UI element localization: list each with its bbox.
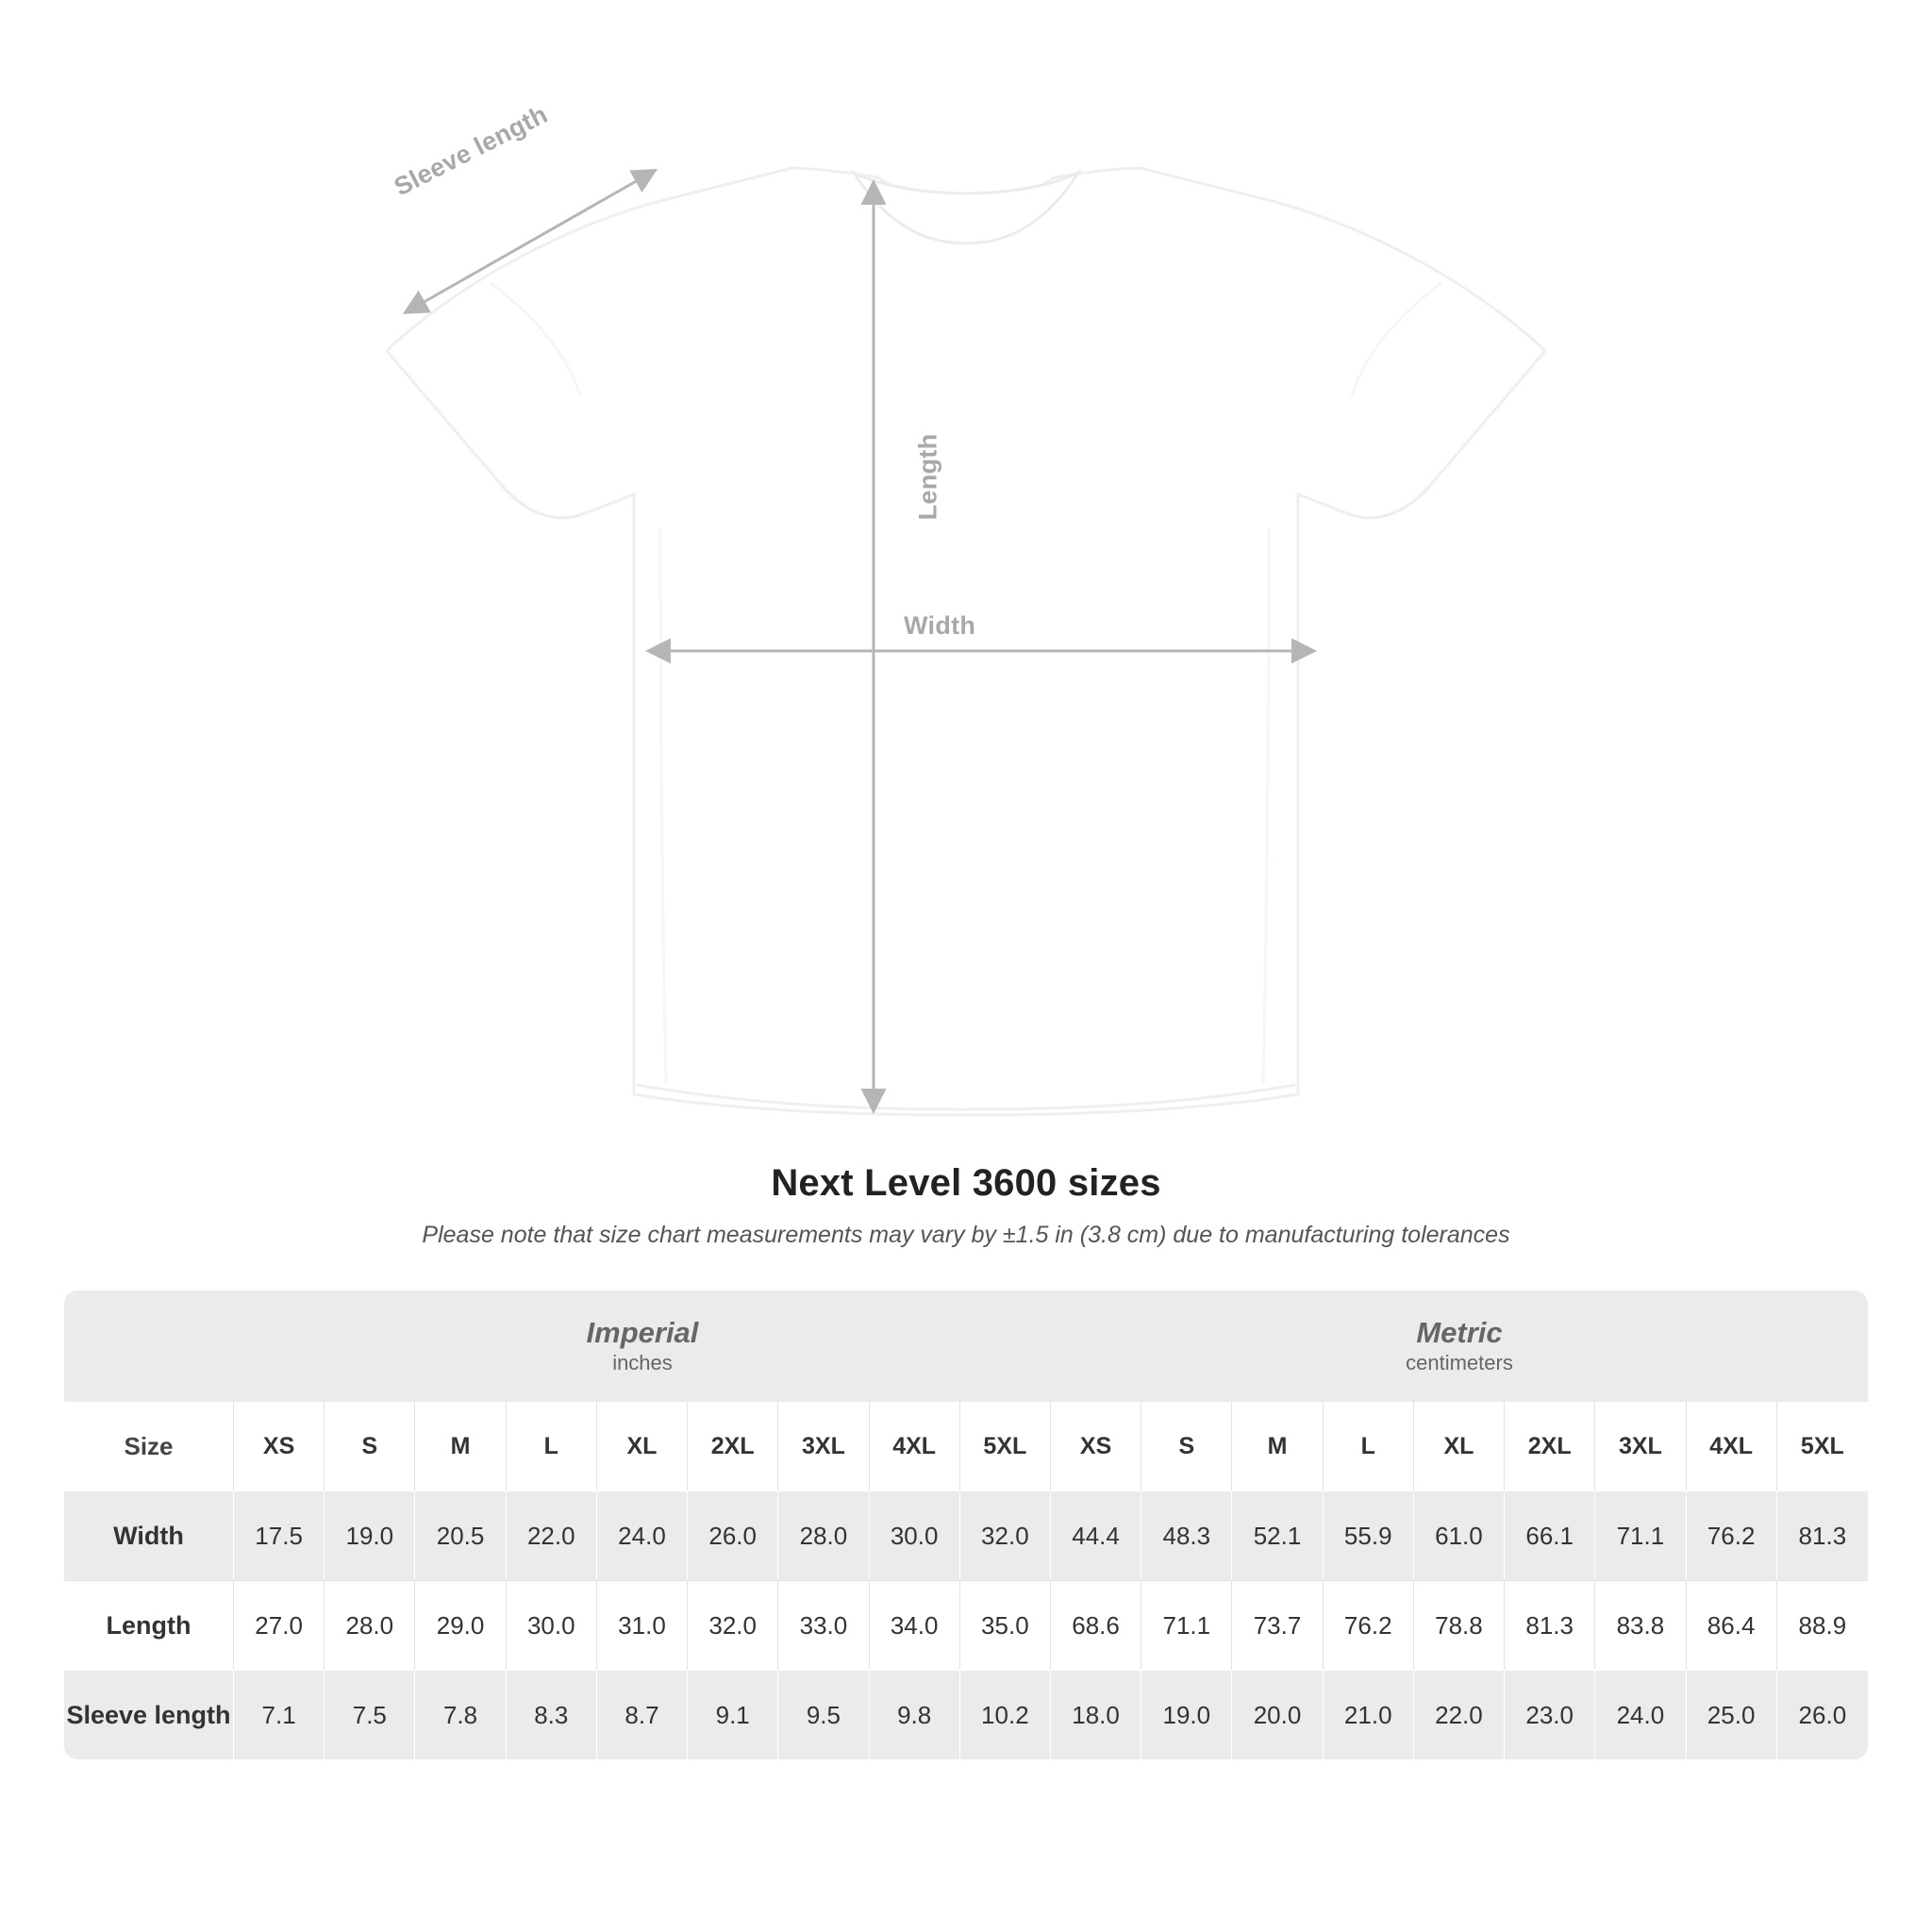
cell-sleeve-length-XS-metric: 18.0: [1051, 1670, 1141, 1759]
length-label: Length: [913, 433, 942, 521]
cell-length-5XL-imperial: 35.0: [960, 1580, 1051, 1670]
cell-width-2XL-metric: 66.1: [1505, 1491, 1595, 1580]
column-header-4: XL: [597, 1402, 688, 1491]
cell-length-XL-imperial: 31.0: [597, 1580, 688, 1670]
cell-sleeve-length-5XL-metric: 26.0: [1777, 1670, 1868, 1759]
cell-sleeve-length-4XL-imperial: 9.8: [870, 1670, 960, 1759]
cell-length-S-metric: 71.1: [1141, 1580, 1232, 1670]
column-header-11: M: [1232, 1402, 1323, 1491]
cell-width-4XL-metric: 76.2: [1687, 1491, 1777, 1580]
unit-group-sub: inches: [612, 1350, 673, 1374]
size-table-wrap: [64, 1291, 1868, 1759]
cell-width-5XL-imperial: 32.0: [960, 1491, 1051, 1580]
cell-width-XS-imperial: 17.5: [234, 1491, 325, 1580]
row-header-size: Size: [64, 1402, 234, 1491]
cell-sleeve-length-3XL-imperial: 9.5: [778, 1670, 869, 1759]
cell-length-XL-metric: 78.8: [1414, 1580, 1505, 1670]
cell-length-2XL-metric: 81.3: [1505, 1580, 1595, 1670]
column-header-10: S: [1141, 1402, 1232, 1491]
cell-sleeve-length-3XL-metric: 24.0: [1595, 1670, 1686, 1759]
column-header-5: 2XL: [688, 1402, 778, 1491]
table-unit-header-row: [64, 1291, 1868, 1402]
cell-length-4XL-imperial: 34.0: [870, 1580, 960, 1670]
table-row: [64, 1491, 1868, 1580]
cell-length-5XL-metric: 88.9: [1777, 1580, 1868, 1670]
cell-sleeve-length-S-imperial: 7.5: [325, 1670, 415, 1759]
table-corner-cell: [64, 1291, 234, 1402]
cell-width-L-metric: 55.9: [1324, 1491, 1414, 1580]
width-label: Width: [904, 611, 976, 640]
column-header-15: 3XL: [1595, 1402, 1686, 1491]
cell-length-M-imperial: 29.0: [415, 1580, 506, 1670]
unit-group-sub: centimeters: [1406, 1350, 1513, 1374]
cell-width-5XL-metric: 81.3: [1777, 1491, 1868, 1580]
page-title: Next Level 3600 sizes: [771, 1162, 1161, 1204]
cell-width-XL-metric: 61.0: [1414, 1491, 1505, 1580]
cell-length-M-metric: 73.7: [1232, 1580, 1323, 1670]
cell-width-2XL-imperial: 26.0: [688, 1491, 778, 1580]
column-header-17: 5XL: [1777, 1402, 1868, 1491]
cell-sleeve-length-M-metric: 20.0: [1232, 1670, 1323, 1759]
cell-sleeve-length-4XL-metric: 25.0: [1687, 1670, 1777, 1759]
cell-width-3XL-imperial: 28.0: [778, 1491, 869, 1580]
table-size-row: [64, 1402, 1868, 1491]
cell-length-L-imperial: 30.0: [507, 1580, 597, 1670]
column-header-8: 5XL: [960, 1402, 1051, 1491]
cell-width-L-imperial: 22.0: [507, 1491, 597, 1580]
column-header-2: M: [415, 1402, 506, 1491]
unit-group-header-metric: [1051, 1291, 1868, 1402]
cell-length-S-imperial: 28.0: [325, 1580, 415, 1670]
column-header-14: 2XL: [1505, 1402, 1595, 1491]
cell-sleeve-length-XL-metric: 22.0: [1414, 1670, 1505, 1759]
column-header-12: L: [1324, 1402, 1414, 1491]
column-header-16: 4XL: [1687, 1402, 1777, 1491]
cell-width-XS-metric: 44.4: [1051, 1491, 1141, 1580]
cell-sleeve-length-S-metric: 19.0: [1141, 1670, 1232, 1759]
tolerance-note: Please note that size chart measurements may vary by ±1.5 in (3.8 cm) due to manufacturing tolerances: [422, 1222, 1510, 1248]
table-row: [64, 1670, 1868, 1759]
cell-sleeve-length-XL-imperial: 8.7: [597, 1670, 688, 1759]
column-header-7: 4XL: [870, 1402, 960, 1491]
cell-length-2XL-imperial: 32.0: [688, 1580, 778, 1670]
row-header-width: Width: [64, 1491, 234, 1580]
cell-width-M-metric: 52.1: [1232, 1491, 1323, 1580]
cell-sleeve-length-XS-imperial: 7.1: [234, 1670, 325, 1759]
cell-length-3XL-metric: 83.8: [1595, 1580, 1686, 1670]
column-header-3: L: [507, 1402, 597, 1491]
cell-length-3XL-imperial: 33.0: [778, 1580, 869, 1670]
column-header-9: XS: [1051, 1402, 1141, 1491]
cell-sleeve-length-L-metric: 21.0: [1324, 1670, 1414, 1759]
column-header-6: 3XL: [778, 1402, 869, 1491]
unit-group-name: Metric: [1416, 1315, 1503, 1349]
cell-length-L-metric: 76.2: [1324, 1580, 1414, 1670]
cell-width-S-imperial: 19.0: [325, 1491, 415, 1580]
cell-sleeve-length-M-imperial: 7.8: [415, 1670, 506, 1759]
cell-width-M-imperial: 20.5: [415, 1491, 506, 1580]
cell-sleeve-length-2XL-imperial: 9.1: [688, 1670, 778, 1759]
sleeve-length-label: Sleeve length: [389, 99, 553, 202]
column-header-0: XS: [234, 1402, 325, 1491]
column-header-13: XL: [1414, 1402, 1505, 1491]
cell-length-4XL-metric: 86.4: [1687, 1580, 1777, 1670]
title-block: [0, 1162, 1932, 1249]
cell-width-4XL-imperial: 30.0: [870, 1491, 960, 1580]
size-table: [64, 1291, 1868, 1759]
row-header-length: Length: [64, 1580, 234, 1670]
tshirt-shape: [387, 168, 1545, 1115]
column-header-1: S: [325, 1402, 415, 1491]
unit-group-name: Imperial: [586, 1315, 699, 1349]
table-row: [64, 1580, 1868, 1670]
cell-sleeve-length-5XL-imperial: 10.2: [960, 1670, 1051, 1759]
cell-sleeve-length-2XL-metric: 23.0: [1505, 1670, 1595, 1759]
cell-sleeve-length-L-imperial: 8.3: [507, 1670, 597, 1759]
cell-width-3XL-metric: 71.1: [1595, 1491, 1686, 1580]
unit-group-header-imperial: [234, 1291, 1051, 1402]
cell-length-XS-imperial: 27.0: [234, 1580, 325, 1670]
cell-width-S-metric: 48.3: [1141, 1491, 1232, 1580]
cell-width-XL-imperial: 24.0: [597, 1491, 688, 1580]
row-header-sleeve-length: Sleeve length: [64, 1670, 234, 1759]
cell-length-XS-metric: 68.6: [1051, 1580, 1141, 1670]
